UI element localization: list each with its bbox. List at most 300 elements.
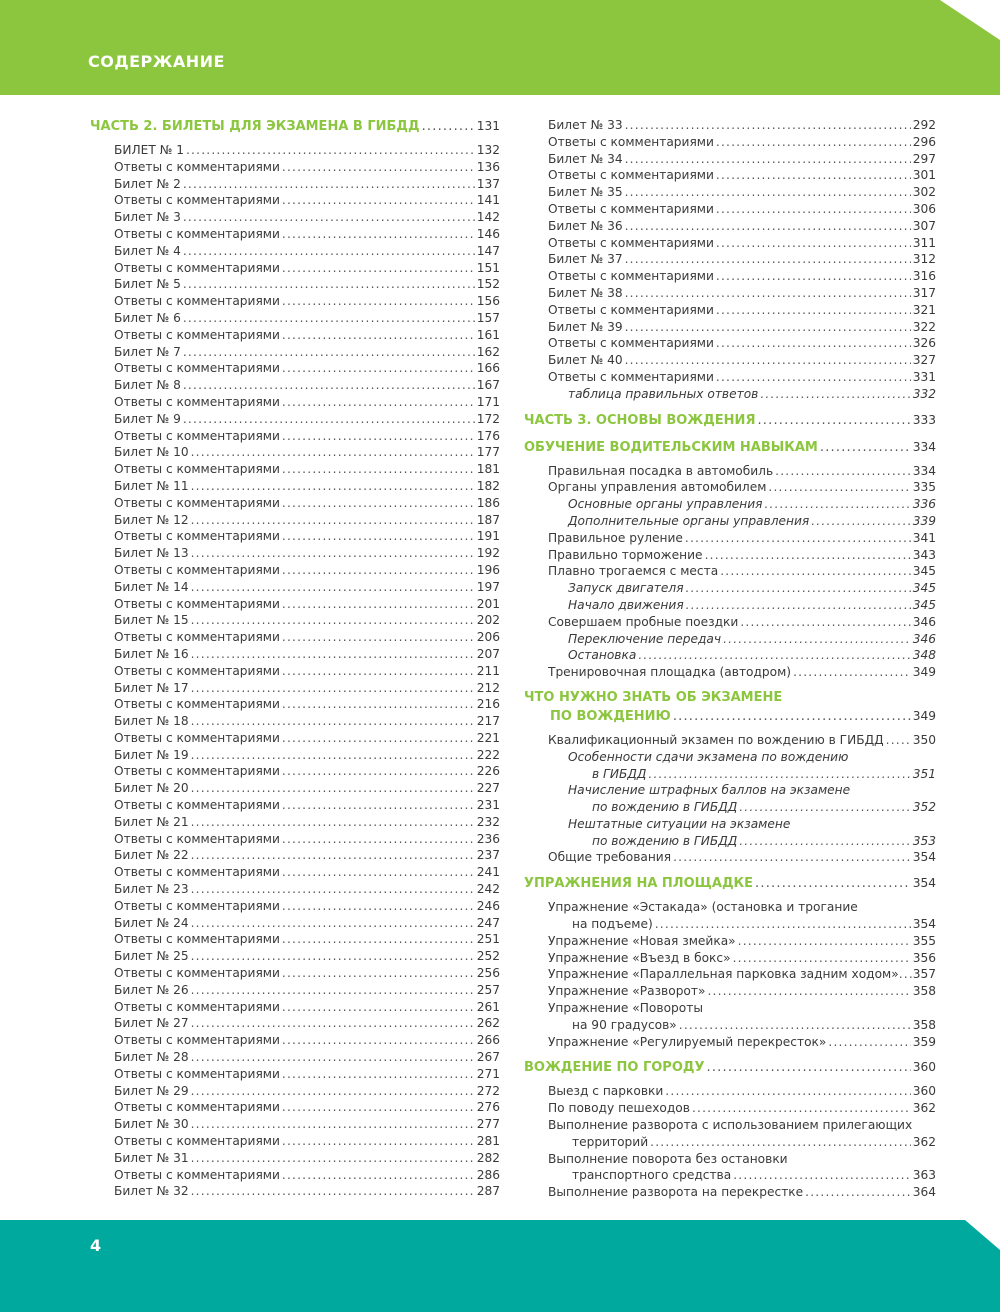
toc-entry-label: Билет № 24 bbox=[114, 915, 189, 930]
toc-entry-page: 312 bbox=[912, 252, 936, 267]
toc-entry-page: 141 bbox=[476, 193, 500, 208]
toc-entry-label: Билет № 2 bbox=[114, 176, 181, 191]
toc-entry-label: Ответы с комментариями bbox=[114, 226, 280, 241]
toc-entry-page: 349 bbox=[912, 665, 936, 680]
header-banner bbox=[0, 0, 1000, 95]
toc-entry[interactable] bbox=[524, 201, 936, 218]
toc-entry-label: Ответы с комментариями bbox=[114, 193, 280, 208]
toc-entry[interactable] bbox=[524, 167, 936, 184]
toc-entry[interactable] bbox=[90, 646, 500, 663]
toc-entry-page: 212 bbox=[476, 680, 500, 695]
toc-entry-page: 236 bbox=[476, 831, 500, 846]
toc-entry[interactable] bbox=[90, 831, 500, 848]
toc-entry-page: 301 bbox=[912, 168, 936, 183]
toc-entry-page: 187 bbox=[476, 512, 500, 527]
toc-entry-page: 217 bbox=[476, 714, 500, 729]
toc-entry[interactable] bbox=[524, 218, 936, 235]
toc-section-driving-skills[interactable]: ОБУЧЕНИЕ ВОДИТЕЛЬСКИМ НАВЫКАМ ..... 334 bbox=[524, 438, 936, 457]
toc-entry-label: Ответы с комментариями bbox=[114, 865, 280, 880]
toc-entry[interactable] bbox=[90, 680, 500, 697]
toc-entry-page: 241 bbox=[476, 865, 500, 880]
toc-entry[interactable] bbox=[524, 496, 936, 513]
toc-entry[interactable] bbox=[90, 1066, 500, 1083]
toc-entry-label: Ответы с комментариями bbox=[114, 663, 280, 678]
toc-entry[interactable] bbox=[90, 1150, 500, 1167]
toc-entry-label: Ответы с комментариями bbox=[548, 168, 714, 183]
toc-entry[interactable] bbox=[90, 226, 500, 243]
toc-entry[interactable]: на 90 градусов» ..... 358 bbox=[524, 1017, 936, 1034]
toc-entry[interactable] bbox=[90, 512, 500, 529]
toc-entry[interactable] bbox=[90, 310, 500, 327]
toc-entry[interactable] bbox=[90, 192, 500, 209]
toc-entry[interactable] bbox=[90, 629, 500, 646]
toc-entry-label: Начало движения bbox=[568, 597, 684, 612]
toc-entry-page: 311 bbox=[912, 235, 936, 250]
toc-entry[interactable] bbox=[90, 915, 500, 932]
toc-entry-label: Билет № 33 bbox=[548, 118, 623, 132]
toc-entry-label: Ответы с комментариями bbox=[114, 764, 280, 779]
toc-entry-label: Билет № 12 bbox=[114, 512, 189, 527]
toc-entry[interactable] bbox=[90, 276, 500, 293]
toc-entry[interactable]: Упражнение «Регулируемый перекресток» ..... 359 bbox=[524, 1034, 936, 1051]
toc-entry-label: Ответы с комментариями bbox=[548, 134, 714, 149]
toc-entry[interactable] bbox=[90, 293, 500, 310]
toc-entry-page: 137 bbox=[476, 176, 500, 191]
toc-entry[interactable] bbox=[524, 479, 936, 496]
toc-entry-label: Правильно торможение bbox=[548, 547, 703, 562]
toc-entry-label: Билет № 19 bbox=[114, 747, 189, 762]
toc-entry[interactable] bbox=[90, 1099, 500, 1116]
toc-entry-page: 252 bbox=[476, 949, 500, 964]
toc-entry[interactable] bbox=[90, 344, 500, 361]
toc-entry-page: 166 bbox=[476, 361, 500, 376]
toc-entry-page: 162 bbox=[476, 344, 500, 359]
toc-entry-page: 192 bbox=[476, 546, 500, 561]
toc-entry-page: 262 bbox=[476, 1016, 500, 1031]
toc-entry[interactable]: Выезд с парковки ..... 360 bbox=[524, 1083, 936, 1100]
toc-entry[interactable] bbox=[524, 151, 936, 168]
toc-entry-label: Органы управления автомобилем bbox=[548, 480, 767, 495]
toc-entry-label: Билет № 38 bbox=[548, 285, 623, 300]
toc-entry-page: 281 bbox=[476, 1134, 500, 1149]
toc-entry-page: 191 bbox=[476, 529, 500, 544]
toc-entry-page: 242 bbox=[476, 882, 500, 897]
toc-entry[interactable] bbox=[90, 696, 500, 713]
toc-entry-page: 277 bbox=[476, 1117, 500, 1132]
toc-entry[interactable] bbox=[90, 528, 500, 545]
toc-left-column bbox=[90, 117, 500, 1200]
toc-entry-label: Ответы с комментариями bbox=[548, 235, 714, 250]
toc-entry-label: Ответы с комментариями bbox=[114, 898, 280, 913]
toc-entry-label: Билет № 22 bbox=[114, 848, 189, 863]
toc-entry-label: Плавно трогаемся с места bbox=[548, 564, 719, 579]
toc-entry[interactable] bbox=[90, 1183, 500, 1200]
toc-entry-label: Билет № 30 bbox=[114, 1117, 189, 1132]
toc-entry[interactable] bbox=[90, 209, 500, 226]
toc-entry-page: 261 bbox=[476, 999, 500, 1014]
toc-entry[interactable] bbox=[524, 302, 936, 319]
toc-entry-label: Билет № 17 bbox=[114, 680, 189, 695]
toc-entry[interactable] bbox=[524, 614, 936, 631]
toc-entry-label: Ответы с комментариями bbox=[114, 798, 280, 813]
toc-entry[interactable] bbox=[90, 864, 500, 881]
toc-entry[interactable] bbox=[524, 631, 936, 648]
toc-entry[interactable] bbox=[524, 235, 936, 252]
toc-entry-page: 271 bbox=[476, 1066, 500, 1081]
toc-entry[interactable]: Квалификационный экзамен по вождению в ГИБДД ..... 350 bbox=[524, 732, 936, 749]
toc-entry-page: 216 bbox=[476, 697, 500, 712]
toc-entry[interactable] bbox=[90, 763, 500, 780]
toc-entry-label: Билет № 26 bbox=[114, 982, 189, 997]
toc-entry-page: 157 bbox=[476, 310, 500, 325]
toc-entry-page: 147 bbox=[476, 243, 500, 258]
toc-entry-page: 339 bbox=[912, 513, 936, 528]
toc-entry-label: Ответы с комментариями bbox=[114, 260, 280, 275]
toc-entry-page: 306 bbox=[912, 201, 936, 216]
toc-entry[interactable] bbox=[524, 530, 936, 547]
toc-entry-label: Ответы с комментариями bbox=[548, 269, 714, 284]
toc-section-exam-title[interactable]: ЧТО НУЖНО ЗНАТЬ ОБ ЭКЗАМЕНЕ bbox=[524, 689, 783, 705]
toc-entry-label: Билет № 23 bbox=[114, 882, 189, 897]
toc-entry-label: Билет № 9 bbox=[114, 411, 181, 426]
toc-entry-page: 292 bbox=[912, 118, 936, 132]
toc-entry-page: 335 bbox=[912, 480, 936, 495]
toc-entry-page: 316 bbox=[912, 269, 936, 284]
toc-entry-page: 182 bbox=[476, 478, 500, 493]
toc-entry-page: 346 bbox=[912, 614, 936, 629]
toc-entry-label: Билет № 37 bbox=[548, 252, 623, 267]
toc-entry-label: Ответы с комментариями bbox=[114, 462, 280, 477]
toc-entry-page: 231 bbox=[476, 798, 500, 813]
toc-entry[interactable] bbox=[90, 898, 500, 915]
toc-entry-label: Билет № 5 bbox=[114, 277, 181, 292]
footer-banner bbox=[0, 1220, 1000, 1312]
toc-entry-label: Ответы с комментариями bbox=[548, 336, 714, 351]
toc-entry[interactable] bbox=[90, 965, 500, 982]
toc-entry[interactable] bbox=[90, 982, 500, 999]
toc-entry-page: 345 bbox=[912, 581, 936, 596]
toc-entry[interactable] bbox=[90, 747, 500, 764]
toc-part-3[interactable]: ЧАСТЬ 3. ОСНОВЫ ВОЖДЕНИЯ ..... 333 bbox=[524, 411, 936, 430]
toc-entry-page: 206 bbox=[476, 630, 500, 645]
toc-entry[interactable]: Упражнение «Параллельная парковка задним ходом» ..... 357 bbox=[524, 966, 936, 983]
toc-entry[interactable]: Общие требования ..... 354 bbox=[524, 849, 936, 866]
toc-entry[interactable]: Упражнение «Эстакада» (остановка и трогание bbox=[548, 900, 858, 915]
toc-entry-page: 176 bbox=[476, 428, 500, 443]
toc-entry-page: 221 bbox=[476, 730, 500, 745]
toc-entry[interactable] bbox=[524, 597, 936, 614]
toc-entry-page: 146 bbox=[476, 226, 500, 241]
toc-entry[interactable] bbox=[90, 612, 500, 629]
toc-entry[interactable] bbox=[524, 134, 936, 151]
toc-entry-page: 287 bbox=[476, 1184, 500, 1199]
toc-entry[interactable]: По поводу пешеходов ..... 362 bbox=[524, 1100, 936, 1117]
toc-entry-label: Билет № 20 bbox=[114, 781, 189, 796]
toc-entry-label: Билет № 32 bbox=[114, 1184, 189, 1199]
toc-entry-label: Ответы с комментариями bbox=[114, 529, 280, 544]
toc-entry[interactable] bbox=[90, 1083, 500, 1100]
toc-entry-label: Билет № 15 bbox=[114, 613, 189, 628]
toc-entry[interactable]: Упражнение «Въезд в бокс» ..... 356 bbox=[524, 950, 936, 967]
toc-entry[interactable] bbox=[524, 647, 936, 664]
toc-entry-page: 152 bbox=[476, 277, 500, 292]
toc-entry[interactable] bbox=[90, 948, 500, 965]
toc-entry-page: 321 bbox=[912, 302, 936, 317]
toc-entry-label: Билет № 14 bbox=[114, 579, 189, 594]
toc-entry-label: Ответы с комментариями bbox=[114, 831, 280, 846]
toc-entry[interactable]: Упражнение «Повороты bbox=[548, 1001, 703, 1016]
toc-entry[interactable]: по вождению в ГИБДД ..... 352 bbox=[524, 799, 936, 816]
toc-entry-label: Ответы с комментариями bbox=[114, 361, 280, 376]
toc-entry[interactable] bbox=[90, 327, 500, 344]
toc-entry[interactable]: Упражнение «Новая змейка» ..... 355 bbox=[524, 933, 936, 950]
toc-entry[interactable] bbox=[524, 463, 936, 480]
toc-entry-page: 302 bbox=[912, 185, 936, 200]
toc-entry[interactable]: в ГИБДД ..... 351 bbox=[524, 766, 936, 783]
toc-entry-page: 272 bbox=[476, 1083, 500, 1098]
toc-entry-label: Ответы с комментариями bbox=[114, 966, 280, 981]
toc-entry-label: Ответы с комментариями bbox=[114, 1066, 280, 1081]
toc-entry[interactable] bbox=[90, 360, 500, 377]
toc-entry[interactable] bbox=[90, 176, 500, 193]
toc-entry-label: Билет № 16 bbox=[114, 646, 189, 661]
toc-entry[interactable] bbox=[524, 319, 936, 336]
toc-entry-label: Билет № 28 bbox=[114, 1050, 189, 1065]
toc-entry-page: 266 bbox=[476, 1033, 500, 1048]
toc-entry-label: Билет № 10 bbox=[114, 445, 189, 460]
toc-entry-label: Билет № 4 bbox=[114, 243, 181, 258]
toc-entry-page: 327 bbox=[912, 353, 936, 368]
toc-entry-label: Билет № 31 bbox=[114, 1150, 189, 1165]
toc-entry-label: Запуск двигателя bbox=[568, 581, 684, 596]
toc-entry-label: Билет № 11 bbox=[114, 478, 189, 493]
toc-entry-label: Совершаем пробные поездки bbox=[548, 614, 739, 629]
toc-entry-page: 345 bbox=[912, 564, 936, 579]
toc-entry-label: Билет № 29 bbox=[114, 1083, 189, 1098]
toc-entry-label: Правильное руление bbox=[548, 530, 683, 545]
toc-entry-page: 156 bbox=[476, 294, 500, 309]
toc-entry[interactable]: Выполнение поворота без остановки bbox=[548, 1151, 788, 1166]
toc-entry[interactable] bbox=[524, 117, 936, 134]
toc-entry[interactable] bbox=[524, 513, 936, 530]
toc-entry-page: 282 bbox=[476, 1150, 500, 1165]
toc-entry[interactable]: транспортного средства ..... 363 bbox=[524, 1167, 936, 1184]
toc-entry-label: Ответы с комментариями bbox=[114, 596, 280, 611]
toc-entry[interactable] bbox=[90, 999, 500, 1016]
toc-entry-label: Ответы с комментариями bbox=[114, 1167, 280, 1182]
toc-entry[interactable]: Упражнение «Разворот» ..... 358 bbox=[524, 983, 936, 1000]
toc-entry-label: Билет № 18 bbox=[114, 714, 189, 729]
toc-entry[interactable] bbox=[90, 562, 500, 579]
toc-entry[interactable] bbox=[90, 1116, 500, 1133]
toc-entry-page: 196 bbox=[476, 562, 500, 577]
toc-section-exercises[interactable]: УПРАЖНЕНИЯ НА ПЛОЩАДКЕ ..... 354 bbox=[524, 874, 936, 893]
toc-entry-page: 232 bbox=[476, 814, 500, 829]
toc-entry-page: 246 bbox=[476, 898, 500, 913]
toc-section-city-driving[interactable]: ВОЖДЕНИЕ ПО ГОРОДУ ..... 360 bbox=[524, 1058, 936, 1077]
toc-part-2[interactable]: ЧАСТЬ 2. БИЛЕТЫ ДЛЯ ЭКЗАМЕНА В ГИБДД ..... 131 bbox=[90, 117, 500, 136]
toc-entry[interactable] bbox=[90, 713, 500, 730]
toc-entry-page: 136 bbox=[476, 159, 500, 174]
toc-entry[interactable] bbox=[90, 1032, 500, 1049]
toc-entry-page: 201 bbox=[476, 596, 500, 611]
toc-entry-page: 177 bbox=[476, 445, 500, 460]
toc-entry-page: 151 bbox=[476, 260, 500, 275]
toc-entry-label: Билет № 39 bbox=[548, 319, 623, 334]
toc-entry[interactable] bbox=[524, 580, 936, 597]
toc-entry-label: Ответы с комментариями bbox=[114, 932, 280, 947]
toc-entry[interactable] bbox=[524, 268, 936, 285]
toc-entry-page: 227 bbox=[476, 781, 500, 796]
toc-entry[interactable] bbox=[90, 444, 500, 461]
toc-entry[interactable] bbox=[524, 251, 936, 268]
toc-entry-label: Остановка bbox=[568, 648, 637, 663]
toc-entry[interactable] bbox=[524, 547, 936, 564]
toc-entry[interactable]: на подъеме) ..... 354 bbox=[524, 916, 936, 933]
toc-entry[interactable] bbox=[90, 461, 500, 478]
toc-entry[interactable]: Выполнение разворота с использованием прилегающих bbox=[548, 1118, 913, 1133]
toc-entry-label: Переключение передач bbox=[568, 631, 722, 646]
toc-entry-page: 142 bbox=[476, 210, 500, 225]
toc-entry-page: 276 bbox=[476, 1100, 500, 1115]
toc-entry-label: Ответы с комментариями bbox=[548, 302, 714, 317]
toc-entry-label: Основные органы управления bbox=[568, 497, 763, 512]
toc-entry-label: Ответы с комментариями bbox=[114, 495, 280, 510]
toc-entry-label: Ответы с комментариями bbox=[114, 999, 280, 1014]
toc-entry-page: 226 bbox=[476, 764, 500, 779]
toc-entry[interactable] bbox=[90, 159, 500, 176]
toc-entry-page: 343 bbox=[912, 547, 936, 562]
toc-entry-page: 207 bbox=[476, 646, 500, 661]
toc-entry-label: Билет № 3 bbox=[114, 210, 181, 225]
toc-entry[interactable] bbox=[90, 780, 500, 797]
toc-entry[interactable]: Нештатные ситуации на экзамене bbox=[568, 816, 791, 831]
toc-entry[interactable]: территорий ..... 362 bbox=[524, 1134, 936, 1151]
toc-entry-page: 297 bbox=[912, 151, 936, 166]
toc-entry[interactable] bbox=[524, 335, 936, 352]
toc-entry-label: Билет № 7 bbox=[114, 344, 181, 359]
toc-entry-label: Ответы с комментариями bbox=[548, 369, 714, 384]
toc-entry-label: Ответы с комментариями bbox=[114, 1033, 280, 1048]
toc-entry[interactable] bbox=[524, 369, 936, 386]
toc-entry-page: 322 bbox=[912, 319, 936, 334]
toc-entry-label: Билет № 8 bbox=[114, 378, 181, 393]
toc-entry[interactable] bbox=[90, 394, 500, 411]
toc-entry-label: Билет № 6 bbox=[114, 310, 181, 325]
toc-entry[interactable] bbox=[90, 495, 500, 512]
toc-entry[interactable] bbox=[90, 142, 500, 159]
toc-entry-label: Билет № 25 bbox=[114, 949, 189, 964]
toc-entry-page: 247 bbox=[476, 915, 500, 930]
toc-entry[interactable] bbox=[524, 563, 936, 580]
toc-entry[interactable] bbox=[524, 386, 936, 403]
toc-entry[interactable] bbox=[90, 881, 500, 898]
toc-entry[interactable] bbox=[524, 285, 936, 302]
toc-entry[interactable] bbox=[90, 243, 500, 260]
toc-entry-label: Ответы с комментариями bbox=[114, 159, 280, 174]
toc-entry[interactable] bbox=[90, 1015, 500, 1032]
toc-entry-label: Дополнительные органы управления bbox=[568, 513, 810, 528]
toc-entry-label: Билет № 35 bbox=[548, 185, 623, 200]
toc-entry-page: 237 bbox=[476, 848, 500, 863]
toc-entry[interactable] bbox=[90, 931, 500, 948]
toc-entry[interactable] bbox=[90, 545, 500, 562]
toc-entry-page: 222 bbox=[476, 747, 500, 762]
toc-entry[interactable]: Выполнение разворота на перекрестке ..... 364 bbox=[524, 1184, 936, 1201]
toc-entry-page: 181 bbox=[476, 462, 500, 477]
header-shape bbox=[0, 0, 1000, 95]
toc-entry-label: Ответы с комментариями bbox=[114, 630, 280, 645]
toc-entry[interactable] bbox=[90, 847, 500, 864]
toc-entry-page: 132 bbox=[476, 143, 500, 157]
toc-entry-label: Ответы с комментариями bbox=[114, 294, 280, 309]
toc-section-exam[interactable]: ПО ВОЖДЕНИЮ ..... 349 bbox=[524, 707, 936, 726]
toc-entry-label: Билет № 21 bbox=[114, 814, 189, 829]
toc-entry-label: БИЛЕТ № 1 bbox=[114, 143, 184, 157]
toc-entry[interactable] bbox=[90, 260, 500, 277]
page-number: 4 bbox=[90, 1236, 102, 1255]
toc-entry-page: 345 bbox=[912, 597, 936, 612]
toc-entry-page: 326 bbox=[912, 336, 936, 351]
toc-entry-page: 256 bbox=[476, 966, 500, 981]
toc-entry[interactable] bbox=[90, 579, 500, 596]
toc-entry-page: 317 bbox=[912, 285, 936, 300]
toc-entry-page: 202 bbox=[476, 613, 500, 628]
page-title: СОДЕРЖАНИЕ bbox=[88, 52, 225, 71]
toc-entry-label: Правильная посадка в автомобиль bbox=[548, 463, 774, 478]
toc-entry[interactable] bbox=[90, 1049, 500, 1066]
toc-entry-page: 307 bbox=[912, 218, 936, 233]
toc-entry[interactable] bbox=[90, 478, 500, 495]
toc-entry-label: Ответы с комментариями bbox=[114, 394, 280, 409]
toc-entry[interactable] bbox=[90, 411, 500, 428]
toc-entry-label: таблица правильных ответов bbox=[568, 386, 759, 401]
toc-entry[interactable] bbox=[524, 184, 936, 201]
toc-entry[interactable] bbox=[90, 1133, 500, 1150]
toc-entry[interactable]: Особенности сдачи экзамена по вождению bbox=[568, 749, 849, 764]
toc-entry-page: 296 bbox=[912, 134, 936, 149]
toc-entry-page: 286 bbox=[476, 1167, 500, 1182]
toc-entry[interactable]: по вождению в ГИБДД ..... 353 bbox=[524, 833, 936, 850]
toc-entry-label: Ответы с комментариями bbox=[114, 697, 280, 712]
toc-entry-page: 341 bbox=[912, 530, 936, 545]
toc-entry[interactable] bbox=[90, 596, 500, 613]
toc-entry-label: Ответы с комментариями bbox=[114, 327, 280, 342]
toc-entry[interactable] bbox=[90, 814, 500, 831]
toc-entry[interactable] bbox=[90, 1167, 500, 1184]
toc-entry-page: 331 bbox=[912, 369, 936, 384]
toc-entry[interactable]: Начисление штрафных баллов на экзамене bbox=[568, 783, 851, 798]
toc-entry[interactable] bbox=[524, 664, 936, 681]
toc-entry-label: Ответы с комментариями bbox=[114, 1100, 280, 1115]
toc-entry[interactable] bbox=[90, 797, 500, 814]
toc-entry-page: 267 bbox=[476, 1050, 500, 1065]
toc-entry-page: 186 bbox=[476, 495, 500, 510]
toc-entry-label: Тренировочная площадка (автодром) bbox=[548, 665, 792, 680]
toc-entry-page: 334 bbox=[912, 463, 936, 478]
toc-entry-page: 211 bbox=[476, 663, 500, 678]
toc-entry[interactable] bbox=[90, 428, 500, 445]
toc-entry-page: 251 bbox=[476, 932, 500, 947]
toc-entry[interactable] bbox=[90, 663, 500, 680]
toc-entry-label: Ответы с комментариями bbox=[114, 428, 280, 443]
toc-entry-page: 257 bbox=[476, 982, 500, 997]
toc-entry[interactable] bbox=[90, 377, 500, 394]
toc-entry-page: 332 bbox=[912, 386, 936, 401]
toc-entry-label: Билет № 13 bbox=[114, 546, 189, 561]
toc-entry[interactable] bbox=[90, 730, 500, 747]
toc-entry[interactable] bbox=[524, 352, 936, 369]
